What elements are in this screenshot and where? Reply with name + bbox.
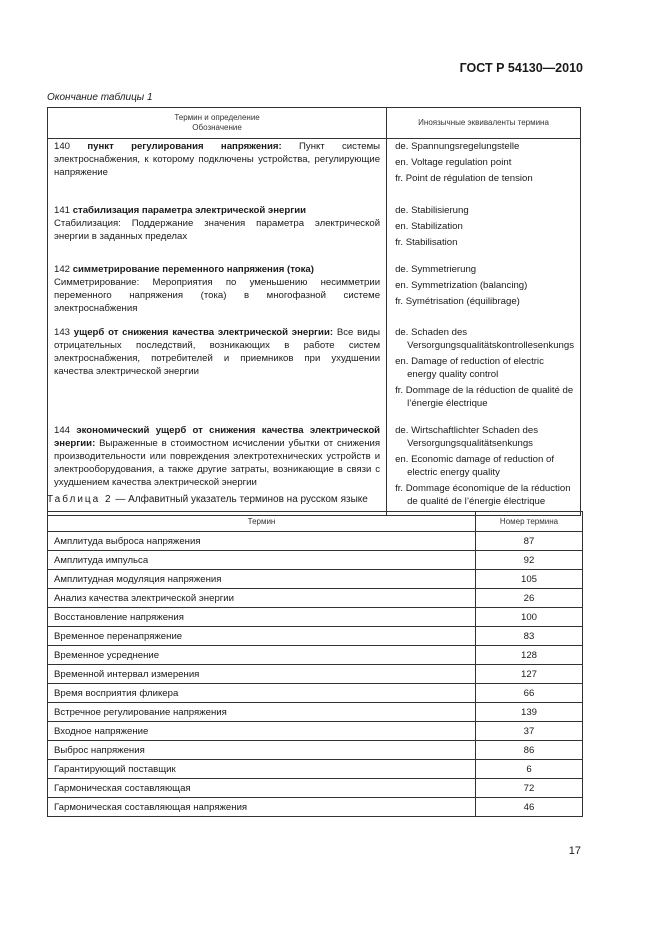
- index-term: Гармоническая составляющая: [48, 779, 476, 798]
- term-row: [48, 198, 581, 262]
- index-term-number: 37: [476, 722, 583, 741]
- index-term-number: 26: [476, 589, 583, 608]
- index-row: [48, 760, 583, 779]
- table2-header-number: Номер термина: [476, 512, 583, 532]
- index-term-number: 92: [476, 551, 583, 570]
- index-term: Анализ качества электрической энергии: [48, 589, 476, 608]
- index-row: [48, 627, 583, 646]
- term-title: стабилизация параметра электрической энергии: [72, 205, 307, 216]
- index-term: Гарантирующий поставщик: [48, 760, 476, 779]
- equivalent-term: de. Schaden des Versorgungsqualitätskontrollesenkungs: [395, 327, 575, 351]
- index-row: [48, 646, 583, 665]
- equivalent-term: en. Stabilization: [395, 221, 463, 232]
- term-number: 140: [54, 141, 71, 152]
- equivalent-term: fr. Dommage économique de la réduction de qualité de l’énergie électrique: [395, 483, 571, 507]
- index-term: Встречное регулирование напряжения: [48, 703, 476, 722]
- equivalent-term: fr. Dommage de la réduction de qualité de l’énergie électrique: [395, 385, 574, 409]
- index-term-number: 127: [476, 665, 583, 684]
- index-term: Временное перенапряжение: [48, 627, 476, 646]
- index-term-number: 100: [476, 608, 583, 627]
- terms-table: [47, 107, 581, 516]
- table1-header-terms-line2: Обозначение: [192, 123, 242, 132]
- index-row: [48, 665, 583, 684]
- term-number: 144: [54, 425, 71, 436]
- index-term-number: 72: [476, 779, 583, 798]
- equivalent-term: fr. Point de régulation de tension: [395, 173, 533, 184]
- equivalents-cell: [387, 262, 581, 325]
- term-cell: [48, 139, 387, 199]
- index-term: Время восприятия фликера: [48, 684, 476, 703]
- term-cell: [48, 198, 387, 262]
- term-cell: [48, 325, 387, 423]
- index-row: [48, 570, 583, 589]
- table2-caption: [47, 494, 368, 505]
- table2-header-term: Термин: [48, 512, 476, 532]
- equivalent-term: de. Wirtschaftlichter Schaden des Versorgungsqualitätsenkungs: [395, 425, 538, 449]
- index-term: Временной интервал измерения: [48, 665, 476, 684]
- document-code: ГОСТ Р 54130—2010: [459, 61, 583, 75]
- term-number: 141: [54, 205, 71, 216]
- term-definition: Выраженные в стоимостном исчислении убытки от снижения производительности или повреждения электротехнических устройств и электрооборудования, а также другие затраты, возникающие в связи с ухудшением качества электрической энергии: [54, 438, 381, 488]
- equivalents-cell: [387, 423, 581, 516]
- index-term-number: 83: [476, 627, 583, 646]
- term-row: [48, 262, 581, 325]
- index-term-number: 128: [476, 646, 583, 665]
- index-row: [48, 798, 583, 817]
- index-term-number: 87: [476, 532, 583, 551]
- index-row: [48, 532, 583, 551]
- page-number: 17: [568, 845, 581, 857]
- index-row: [48, 551, 583, 570]
- table2-caption-text: — Алфавитный указатель терминов на русском языке: [112, 494, 368, 505]
- term-definition: Пункт системы электроснабжения, к которому подключены устройства, регулирующие напряжение: [54, 141, 381, 178]
- equivalent-term: de. Stabilisierung: [395, 205, 469, 216]
- index-term: Выброс напряжения: [48, 741, 476, 760]
- term-title: симметрирование переменного напряжения (тока): [72, 264, 314, 275]
- term-definition: Все виды отрицательных последствий, возникающих в работе систем электроснабжения, потребителей и приемников при ухудшении качества электрической энергии: [54, 327, 381, 377]
- term-title: экономический ущерб от снижения качества электрической энергии:: [54, 425, 381, 449]
- index-term: Временное усреднение: [48, 646, 476, 665]
- table2-caption-prefix: Таблица 2: [47, 494, 113, 505]
- term-number: 142: [54, 264, 71, 275]
- index-row: [48, 779, 583, 798]
- index-term-number: 66: [476, 684, 583, 703]
- index-term-number: 105: [476, 570, 583, 589]
- equivalent-term: fr. Stabilisation: [395, 237, 458, 248]
- index-row: [48, 722, 583, 741]
- equivalent-term: en. Economic damage of reduction of electric energy quality: [395, 454, 555, 478]
- equivalents-cell: [387, 198, 581, 262]
- equivalent-term: de. Spannungsregelungstelle: [395, 141, 520, 152]
- index-term: Гармоническая составляющая напряжения: [48, 798, 476, 817]
- equivalent-term: fr. Symétrisation (équilibrage): [395, 296, 520, 307]
- term-title: ущерб от снижения качества электрической энергии:: [73, 327, 334, 338]
- term-definition: Симметрирование: Мероприятия по уменьшению несимметрии переменного напряжения (тока) в многофазной системе электроснабжения: [54, 277, 381, 314]
- term-row: [48, 325, 581, 423]
- table1-header-terms-line1: Термин и определение: [174, 113, 260, 122]
- index-row: [48, 608, 583, 627]
- index-term: Входное напряжение: [48, 722, 476, 741]
- term-row: [48, 139, 581, 199]
- table1-body: [48, 139, 581, 516]
- index-term-number: 86: [476, 741, 583, 760]
- index-term-number: 6: [476, 760, 583, 779]
- term-title: пункт регулирования напряжения:: [87, 141, 282, 152]
- index-term-number: 46: [476, 798, 583, 817]
- table1-caption: Окончание таблицы 1: [47, 92, 153, 103]
- index-term: Восстановление напряжения: [48, 608, 476, 627]
- index-table: [47, 511, 583, 817]
- equivalents-cell: [387, 139, 581, 199]
- index-term: Амплитуда импульса: [48, 551, 476, 570]
- term-definition: Стабилизация: Поддержание значения параметра электрической энергии в заданных пределах: [54, 218, 381, 242]
- index-row: [48, 684, 583, 703]
- term-number: 143: [54, 327, 71, 338]
- table1-header-terms: [48, 108, 387, 139]
- index-row: [48, 741, 583, 760]
- index-term: Амплитуда выброса напряжения: [48, 532, 476, 551]
- equivalents-cell: [387, 325, 581, 423]
- index-term: Амплитудная модуляция напряжения: [48, 570, 476, 589]
- index-row: [48, 703, 583, 722]
- term-cell: [48, 262, 387, 325]
- equivalent-term: en. Voltage regulation point: [395, 157, 512, 168]
- table2-body: [48, 532, 583, 817]
- equivalent-term: en. Symmetrization (balancing): [395, 280, 528, 291]
- equivalent-term: de. Symmetrierung: [395, 264, 477, 275]
- table1-header-equivalents: Иноязычные эквиваленты термина: [387, 108, 581, 139]
- index-term-number: 139: [476, 703, 583, 722]
- index-row: [48, 589, 583, 608]
- equivalent-term: en. Damage of reduction of electric energy quality control: [395, 356, 544, 380]
